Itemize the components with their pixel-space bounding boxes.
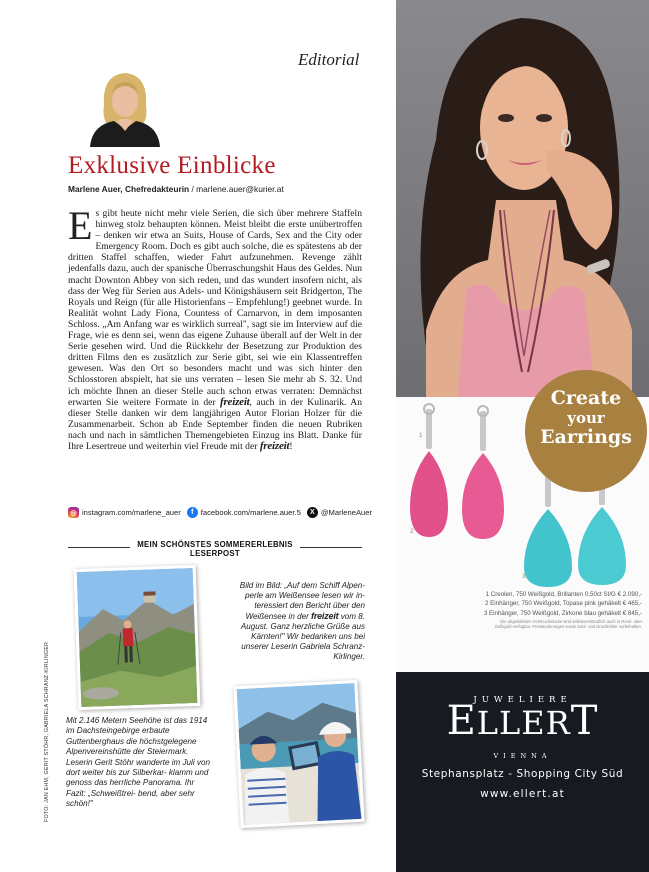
brand-juweliere: JUWELIERE <box>473 695 572 705</box>
product-number-3: 3 <box>522 573 526 580</box>
price-item-1: 1 Creolen, 750 Weißgold, Brillanten 0,50ct SI/G € 2.090,- <box>485 591 642 598</box>
facebook-handle: facebook.com/marlene.auer.5 <box>200 508 301 517</box>
brand-vienna: VIENNA <box>493 752 552 760</box>
pink-earring-left <box>410 404 448 537</box>
reader-photo-lake <box>233 680 364 828</box>
body-end: ! <box>289 440 293 452</box>
x-link[interactable] <box>307 507 372 518</box>
price-disclaimer-line-2: Gelbgold verfügbar. Preisänderungen sowie Satz- und Druckfehler vorbehalten. <box>494 624 642 630</box>
instagram-link[interactable] <box>68 507 181 518</box>
section-label: Editorial <box>298 50 360 69</box>
badge-line-2: your <box>567 409 605 427</box>
price-disclaimer-line-1: Die abgebildeten Schmuckstücke sind selbstverständlich auch in Rosé- oder <box>500 619 642 625</box>
headline: Exklusive Einblicke <box>68 152 276 179</box>
lake-readers-image <box>237 683 362 825</box>
leserpost-heading <box>68 540 362 558</box>
reader-photo-mountain <box>74 565 201 710</box>
caption-boat <box>230 581 365 662</box>
byline-separator: / <box>189 184 197 194</box>
badge-line-1: Create <box>550 387 622 409</box>
ellert-logo <box>396 698 649 744</box>
pink-earring-right <box>462 406 504 539</box>
brand-website[interactable]: www.ellert.at <box>480 788 565 800</box>
freizeit-brand-word: freizeit <box>259 439 290 452</box>
price-disclaimer <box>412 619 642 629</box>
x-icon: X <box>307 507 318 518</box>
facebook-link[interactable] <box>187 507 301 518</box>
body-part-1: s gibt heute nicht mehr viele Serien, die sich über mehrere Staffeln hinweg stolz behaupten können. Meist bleibt die erste unübertroffen – denken wir etwa an Suits, House of Cards, Sex and the City oder Emergency Room. Doch es gibt auch solche, die es spätestens ab der dritten Staffel schaffen, wieder Fahrt aufzunehmen. Revenge zählt jedenfalls dazu, auch der spanische Überraschungshit Haus des Geldes. Nun macht Downton Abbey von sich reden, und das wundert insofern nicht, als dass der Weg für Serien aus Adels- und Königshäusern seit Bridgerton, The Royals und Reign (für alle Historienfans – Empfehlung!) geebnet wurde. In Realität wohnt Lady Fiona, Countess of Carnarvon, in dem imposanten Schloss. „Am Anfang war es wirklich surreal", sagt sie im Interview auf die Frage, wie es denn sei, wenn das eigene Zuhause überall auf der Welt in der Serie gesehen wird. Und die Rückkehr der Besetzung zur Produktion des dritten Films den es zusätzlich zur Serie gibt, sei wie ein Klassentreffen gewesen. Was den Ort so besonders macht und was sich hinter den Schlosstoren abspielt, hat sie uns verraten – lesen Sie mehr ab S. 32. Und ich möchte Ihnen an dieser Stelle auch schon etwas verraten: Demnächst erwarten Sie weitere Formate in der <box>68 208 362 408</box>
photo-credit: FOTO: JAN EHM, GERIT STÖHR, GABRIELA SCHRANZ-KIRLINGER <box>44 641 50 822</box>
facebook-icon: f <box>187 507 198 518</box>
mountain-hiker-image <box>77 568 198 707</box>
instagram-handle: instagram.com/marlene_auer <box>82 508 181 517</box>
instagram-icon: ◎ <box>68 507 79 518</box>
byline-email[interactable]: marlene.auer@kurier.at <box>196 184 284 194</box>
caption-boat-part-2: vom 8. August. Ganz herzliche Grüße aus Kärnten!" Wir bedanken uns bei unserer Leserin Gabriela Schranz-Kirlinger. <box>240 612 365 661</box>
price-item-2: 2 Einhänger, 750 Weißgold, Topase pink gehäkelt € 465,- <box>485 600 642 608</box>
logo-letter-e: E <box>446 698 477 744</box>
drop-cap: E <box>68 203 93 248</box>
jeweler-advertisement <box>396 0 649 872</box>
logo-letter-t: T <box>570 698 599 744</box>
caption-mountain: Mit 2.146 Metern Seehöhe ist das 1914 im Dachsteingebirge erbaute Guttenberghaus die höchstgelegene Alpenvereinshütte der Steiermark. Leserin Gerit Stöhr wanderte im Juli von dort weiter bis zur Silberkar- klamm und genoss das herrliche Panorama. Ihr Fazit: „Schweißtrei- bend, aber sehr schön!" <box>66 716 210 809</box>
product-number-2: 2 <box>410 528 414 535</box>
model-portrait-image <box>396 0 649 397</box>
body-part-2: , auch in der Kulinarik. An dieser Stelle danken wir dem langjährigen Autor Florian Holzer für die Zusammenarbeit. Schon ab Ende September finden die neuen Rubriken nach und nach in sämtlichen Themengebieten Einzug ins Blatt. Danke für Ihre Lesertreue und weiterhin viel Freude mit der <box>68 396 363 452</box>
logo-letters-mid: LLER <box>476 704 571 742</box>
freizeit-brand-word: freizeit <box>311 611 339 621</box>
price-list <box>412 590 642 630</box>
byline <box>68 184 284 194</box>
editorial-body <box>68 203 363 452</box>
editorial-paragraph <box>68 203 363 452</box>
store-locations: Stephansplatz - Shopping City Süd <box>421 768 624 780</box>
caption-boat-part-1: Bild im Bild: „Auf dem Schiff Alpen- perle am Weißensee lesen wir in- teressiert den Bericht über den Weißensee in der <box>239 581 365 621</box>
ellert-brand-block <box>396 672 649 872</box>
product-number-1: 1 <box>419 432 423 439</box>
author-portrait <box>84 63 166 147</box>
byline-name: Marlene Auer, Chefredakteurin <box>68 184 190 194</box>
price-item-3: 3 Einhänger, 750 Weißgold, Zirkone blau gehäkelt € 845,- <box>483 609 642 617</box>
create-your-earrings-badge <box>525 370 647 492</box>
badge-line-3: Earrings <box>540 426 632 448</box>
social-links <box>68 507 372 518</box>
leserpost-heading-line-2: LESERPOST <box>190 549 240 558</box>
leserpost-heading-line-1: MEIN SCHÖNSTES SOMMERERLEBNIS <box>137 540 293 549</box>
freizeit-brand-word: freizeit <box>219 395 250 408</box>
x-handle: @MarleneAuer <box>320 508 372 517</box>
